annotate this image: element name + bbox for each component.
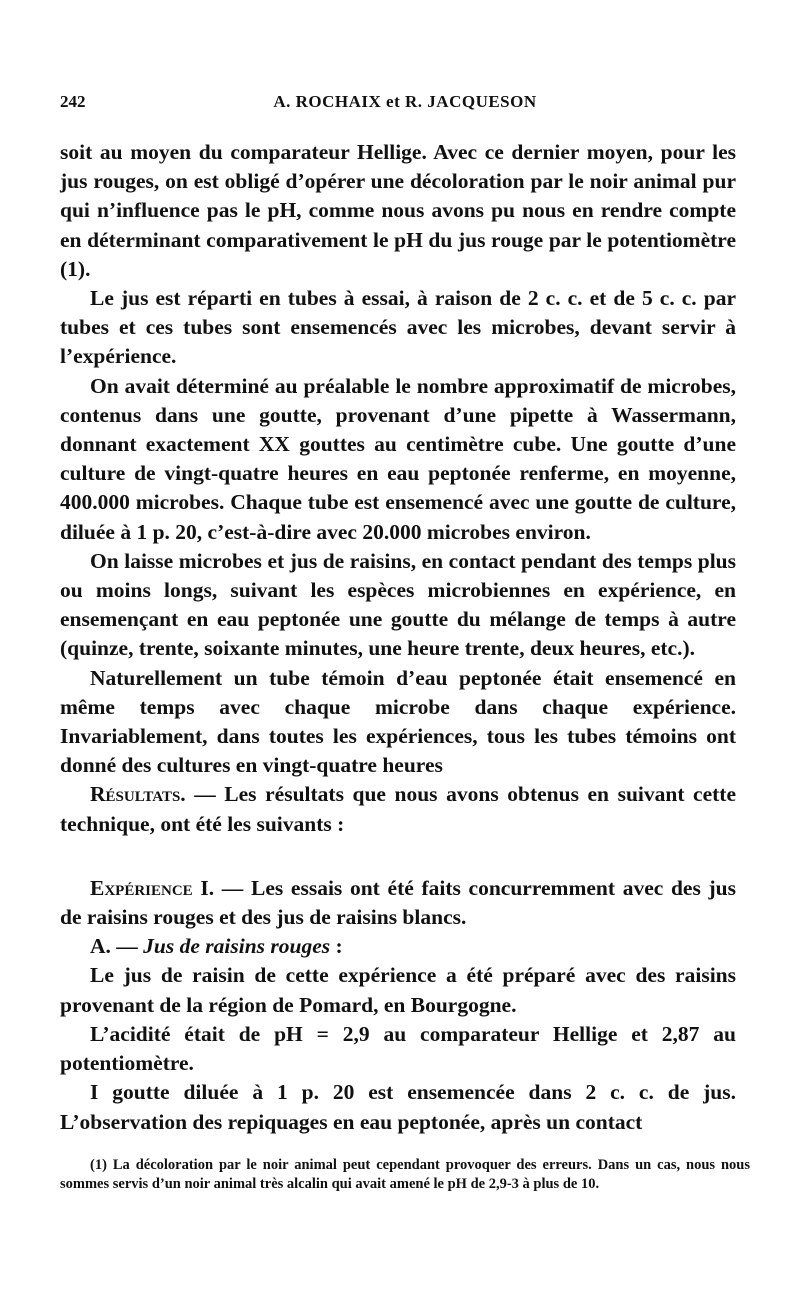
results-label: Résultats. — [90, 782, 186, 807]
paragraph-5: Naturellement un tube témoin d’eau peptonée était ensemencé en même temps avec chaque microbe dans chaque expérience. Invariablement, dans toutes les expériences, tous les tubes témoins ont donné des cultures en vingt-quatre heures — [60, 665, 736, 778]
results-paragraph — [60, 780, 736, 838]
experiment-label: Expérience I. — [90, 875, 215, 900]
paragraph-2: Le jus est réparti en tubes à essai, à raison de 2 c. c. et de 5 c. c. par tubes et ces tubes sont ensemencés avec les microbes, devant servir à l’expérience. — [60, 286, 736, 369]
paragraph-3: On avait déterminé au préalable le nombre approximatif de microbes, contenus dans une goutte, provenant d’une pipette à Wassermann, donnant exactement XX gouttes au centimètre cube. Une goutte d’une culture de vingt-quatre heures en eau peptonée renferme, en moyenne, 400.000 microbes. Chaque tube est ensemencé avec une goutte de culture, diluée à 1 p. 20, c’est-à-dire avec 20.000 microbes environ. — [60, 373, 736, 544]
results-text: — Les résultats que nous avons obtenus en suivant cette technique, ont été les suivants : — [60, 782, 736, 836]
section-gap — [60, 839, 736, 874]
paragraph-1: soit au moyen du comparateur Hellige. Avec ce dernier moyen, pour les jus rouges, on est obligé d’opérer une décoloration par le noir animal pur qui n’influence pas le pH, comme nous avons pu nous en rendre compte en déterminant comparativement le pH du jus rouge par le potentiomètre (1). — [60, 140, 736, 281]
subsection-label: A. — — [90, 934, 144, 959]
page-header — [60, 92, 750, 116]
experiment-paragraph — [60, 874, 736, 932]
subsection-tail: : — [330, 934, 343, 959]
paragraph-10: L’acidité était de pH = 2,9 au comparateur Hellige et 2,87 au potentiomètre. — [60, 1021, 736, 1076]
running-head: A. ROCHAIX et R. JACQUESON — [273, 92, 537, 111]
paragraph-11: I goutte diluée à 1 p. 20 est ensemencée dans 2 c. c. de jus. L’observation des repiquages en eau peptonée, après un contact — [60, 1080, 736, 1134]
page-number: 242 — [60, 92, 86, 111]
footnotes — [60, 1156, 750, 1194]
paragraph-4: On laisse microbes et jus de raisins, en contact pendant des temps plus ou moins longs, suivant les espèces microbiennes en expérience, en ensemençant en eau peptonée une goutte du mélange de temps à autre (quinze, trente, soixante minutes, une heure trente, deux heures, etc.). — [60, 548, 736, 661]
subsection-heading — [60, 932, 736, 961]
subsection-title: Jus de raisins rouges — [143, 934, 331, 959]
footnote-1: (1) La décoloration par le noir animal peut cependant provoquer des erreurs. Dans un cas, nous nous sommes servis d’un noir animal très alcalin qui avait amené le pH de 2,9-3 à plus de 10. — [60, 1157, 750, 1192]
paragraph-9: Le jus de raisin de cette expérience a été préparé avec des raisins provenant de la région de Pomard, en Bourgogne. — [60, 963, 736, 1017]
body-text — [60, 138, 736, 1137]
experiment-text: — Les essais ont été faits concurremment avec des jus de raisins rouges et des jus de raisins blancs. — [60, 875, 737, 930]
